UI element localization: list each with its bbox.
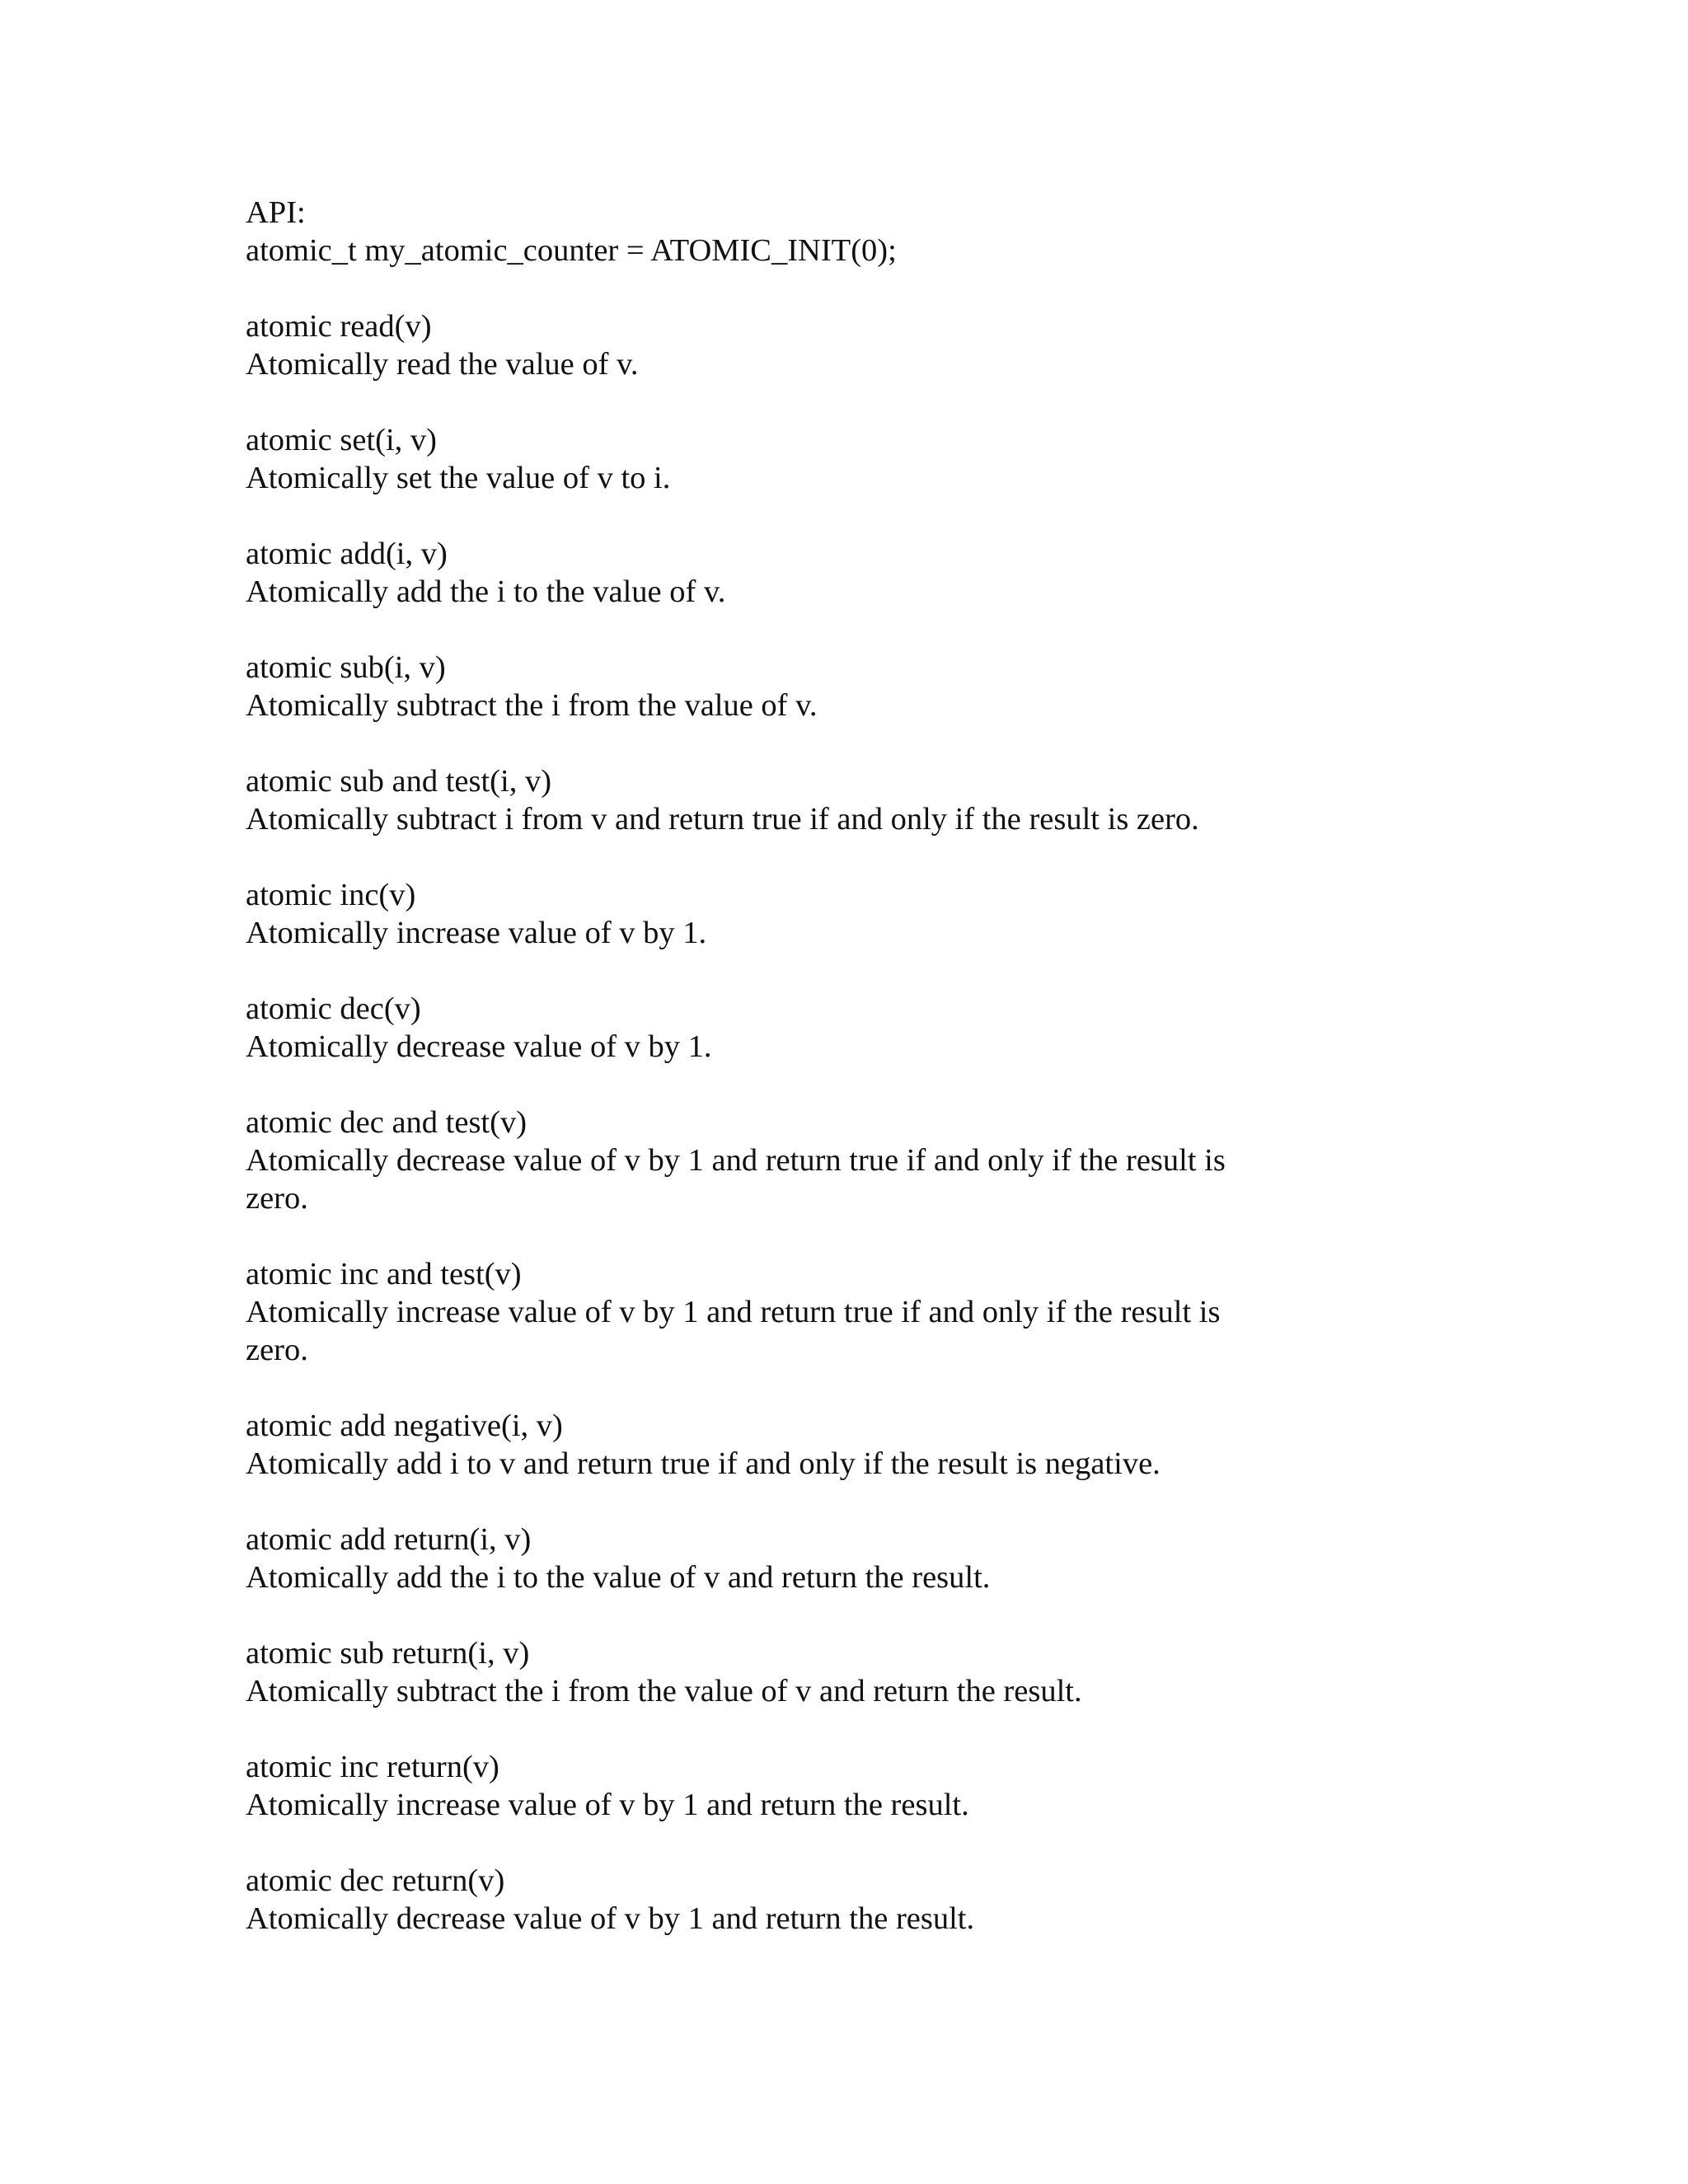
api-signature: atomic sub return(i, v) [246, 1636, 530, 1671]
document-body [246, 194, 1416, 1938]
api-description: Atomically subtract the i from the value of v. [246, 688, 818, 723]
api-signature: atomic inc(v) [246, 878, 416, 912]
api-signature: atomic sub(i, v) [246, 650, 446, 685]
api-entry-atomic-sub-return [246, 1634, 1416, 1710]
api-signature: atomic add(i, v) [246, 537, 448, 571]
api-entry-atomic-dec-and-test [246, 1104, 1416, 1217]
api-signature: atomic dec and test(v) [246, 1105, 528, 1140]
api-entry-atomic-sub [246, 649, 1416, 724]
api-entry-atomic-inc-and-test [246, 1255, 1416, 1369]
api-description: Atomically increase value of v by 1 and return true if and only if the result is zero. [246, 1295, 1229, 1367]
api-signature: atomic set(i, v) [246, 423, 437, 457]
api-signature: atomic inc and test(v) [246, 1257, 522, 1291]
api-entry-atomic-add-return [246, 1521, 1416, 1596]
api-signature: atomic add negative(i, v) [246, 1408, 563, 1443]
api-entry-atomic-dec [246, 990, 1416, 1066]
api-description: Atomically decrease value of v by 1. [246, 1029, 712, 1064]
api-description: Atomically read the value of v. [246, 347, 639, 382]
api-entry-atomic-inc-return [246, 1748, 1416, 1824]
api-description: Atomically add the i to the value of v and return the result. [246, 1560, 991, 1595]
api-description: Atomically decrease value of v by 1 and return the result. [246, 1901, 975, 1936]
api-signature: atomic sub and test(i, v) [246, 764, 552, 799]
api-description: Atomically subtract i from v and return true if and only if the result is zero. [246, 802, 1199, 837]
api-entry-atomic-inc [246, 876, 1416, 952]
api-description: Atomically add i to v and return true if and only if the result is negative. [246, 1446, 1160, 1481]
api-header [246, 194, 1416, 269]
api-entry-atomic-read [246, 307, 1416, 383]
api-signature: atomic read(v) [246, 309, 432, 344]
api-heading: API: [246, 195, 306, 230]
api-entry-atomic-add-negative [246, 1407, 1416, 1483]
api-entry-atomic-sub-and-test [246, 762, 1416, 838]
api-description: Atomically increase value of v by 1 and return the result. [246, 1788, 969, 1822]
api-signature: atomic dec return(v) [246, 1863, 505, 1898]
api-description: Atomically add the i to the value of v. [246, 574, 726, 609]
api-signature: atomic inc return(v) [246, 1750, 499, 1784]
api-entry-atomic-add [246, 535, 1416, 611]
api-entry-atomic-set [246, 421, 1416, 497]
api-description: Atomically set the value of v to i. [246, 461, 671, 495]
api-description: Atomically decrease value of v by 1 and return true if and only if the result is zero. [246, 1143, 1234, 1216]
api-entry-atomic-dec-return [246, 1862, 1416, 1938]
api-signature: atomic add return(i, v) [246, 1522, 532, 1557]
atomic-declaration: atomic_t my_atomic_counter = ATOMIC_INIT(0); [246, 233, 897, 268]
api-description: Atomically increase value of v by 1. [246, 916, 707, 950]
api-signature: atomic dec(v) [246, 991, 421, 1026]
api-description: Atomically subtract the i from the value of v and return the result. [246, 1674, 1082, 1708]
